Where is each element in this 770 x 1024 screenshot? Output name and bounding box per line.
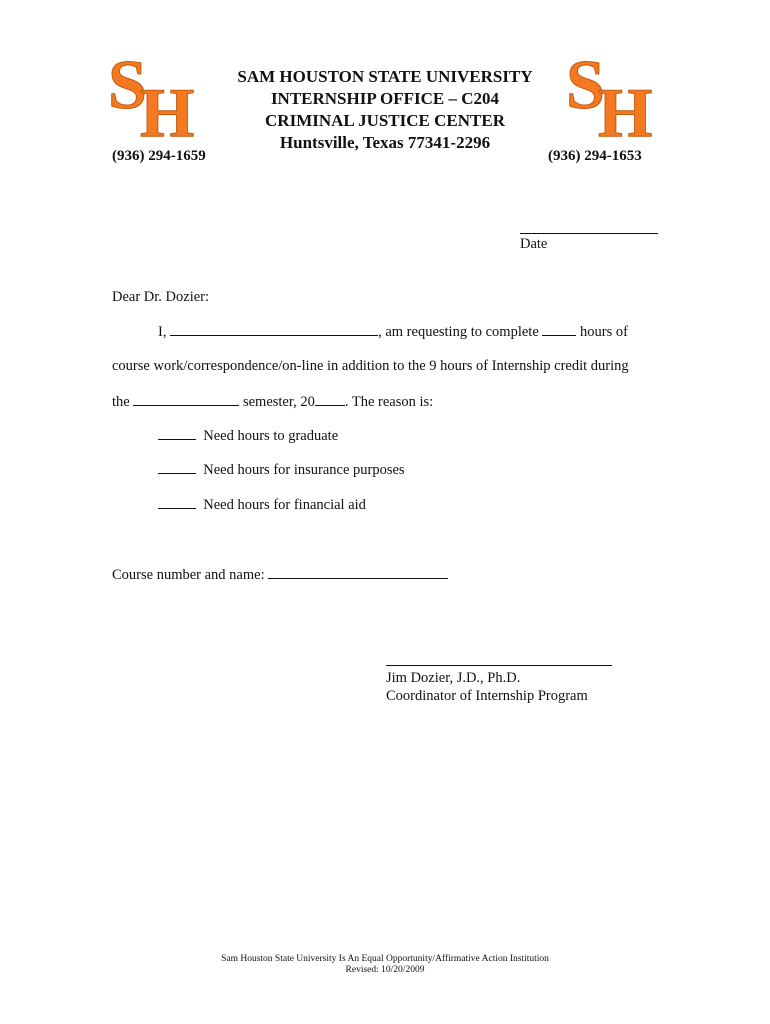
footer-revised: Revised: 10/20/2009 bbox=[345, 965, 425, 975]
office-line: INTERNSHIP OFFICE – C204 bbox=[270, 89, 500, 108]
logo-letter-h: H bbox=[140, 75, 195, 138]
university-name: SAM HOUSTON STATE UNIVERSITY bbox=[237, 67, 533, 86]
logo-letter-s: S bbox=[566, 47, 605, 124]
phone-left: (936) 294-1659 bbox=[112, 148, 206, 164]
text-semester: semester, 20 bbox=[239, 394, 315, 410]
year-blank[interactable] bbox=[315, 393, 345, 406]
option-label: Need hours to graduate bbox=[203, 428, 339, 444]
option-financial-aid bbox=[158, 496, 366, 514]
date-line[interactable] bbox=[520, 233, 658, 234]
paragraph-line-2: course work/correspondence/on-line in addition to the 9 hours of Internship credit during bbox=[112, 358, 629, 374]
text-reason: . The reason is: bbox=[344, 394, 434, 410]
paragraph-line-1 bbox=[158, 323, 628, 341]
option-graduate bbox=[158, 427, 338, 445]
logo-letter-h: H bbox=[598, 75, 653, 138]
salutation: Dear Dr. Dozier: bbox=[112, 289, 210, 305]
text-hours-of: hours of bbox=[576, 324, 628, 340]
footer-eeo: Sam Houston State University Is An Equal Opportunity/Affirmative Action Institution bbox=[221, 954, 549, 964]
option-label: Need hours for insurance purposes bbox=[203, 462, 405, 478]
shsu-logo-left bbox=[106, 46, 198, 138]
option-label: Need hours for financial aid bbox=[203, 497, 366, 513]
shsu-logo-right bbox=[564, 46, 656, 138]
paragraph-line-3 bbox=[112, 393, 433, 411]
hours-blank[interactable] bbox=[542, 323, 576, 336]
option-check-blank[interactable] bbox=[158, 461, 196, 474]
course-label: Course number and name: bbox=[112, 567, 269, 583]
city-line: Huntsville, Texas 77341-2296 bbox=[279, 133, 491, 152]
logo-letter-s: S bbox=[108, 47, 147, 124]
letterhead bbox=[200, 66, 570, 154]
option-insurance bbox=[158, 461, 405, 479]
signature-line[interactable] bbox=[386, 665, 612, 666]
date-label: Date bbox=[520, 236, 548, 252]
course-blank[interactable] bbox=[268, 566, 448, 579]
course-line bbox=[112, 566, 448, 584]
text-i: I, bbox=[158, 324, 171, 340]
signatory-title: Coordinator of Internship Program bbox=[386, 688, 588, 704]
footer bbox=[0, 954, 770, 976]
option-check-blank[interactable] bbox=[158, 496, 196, 509]
semester-blank[interactable] bbox=[133, 393, 239, 406]
text-the: the bbox=[112, 394, 134, 410]
name-blank[interactable] bbox=[170, 323, 378, 336]
text-requesting: , am requesting to complete bbox=[378, 324, 543, 340]
center-line: CRIMINAL JUSTICE CENTER bbox=[265, 111, 505, 130]
phone-right: (936) 294-1653 bbox=[548, 148, 642, 164]
signatory-name: Jim Dozier, J.D., Ph.D. bbox=[386, 670, 521, 686]
option-check-blank[interactable] bbox=[158, 427, 196, 440]
